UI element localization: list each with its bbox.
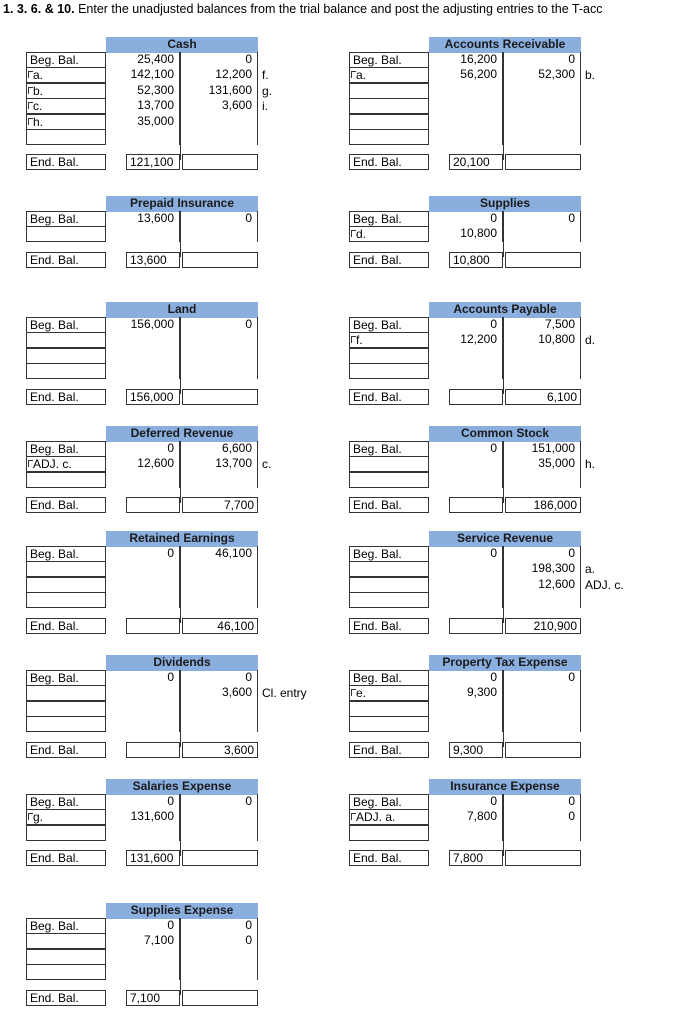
end-balance-debit[interactable]: 9,300 [449,742,503,758]
posting-label-field[interactable] [26,348,106,364]
credit-amount-field[interactable] [505,348,581,364]
debit-amount-field[interactable] [429,592,503,608]
debit-amount-field[interactable] [429,98,503,114]
debit-amount-field[interactable]: 0 [429,211,503,227]
credit-reference: b. [585,68,596,83]
posting-label-field[interactable]: Beg. Bal. [26,670,106,686]
posting-label-field[interactable]: ADJ. a. [349,809,429,825]
credit-amount-field[interactable] [182,472,258,488]
posting-label-field[interactable] [26,949,106,965]
end-balance-credit[interactable] [505,154,581,170]
posting-label-field[interactable] [349,592,429,608]
credit-amount-field[interactable]: 0 [182,794,258,810]
end-balance-label: End. Bal. [26,990,106,1006]
dropdown-tick-icon [28,102,33,109]
credit-amount-field[interactable] [182,809,258,825]
debit-amount-field[interactable] [429,561,503,577]
debit-amount-field[interactable] [106,825,180,841]
posting-label-field[interactable]: Beg. Bal. [26,317,106,333]
credit-amount-field[interactable]: 12,600 [505,577,581,593]
credit-amount-field[interactable] [505,701,581,717]
credit-amount-field[interactable]: 131,600 [182,83,258,99]
credit-amount-field[interactable]: 0 [182,52,258,68]
credit-amount-field[interactable] [182,226,258,242]
end-balance-credit[interactable]: 46,100 [182,618,258,634]
credit-amount-field[interactable]: 0 [505,211,581,227]
posting-label-field[interactable] [349,348,429,364]
dropdown-tick-icon [28,813,33,820]
end-balance-label: End. Bal. [349,389,429,405]
end-balance-credit[interactable] [182,389,258,405]
debit-amount-field[interactable] [106,685,180,701]
credit-amount-field[interactable] [505,363,581,379]
common-stock-title: Common Stock [429,426,581,442]
end-balance-debit[interactable]: 131,600 [126,850,180,866]
credit-reference: f. [262,68,269,83]
debit-amount-field[interactable]: 0 [429,317,503,333]
credit-amount-field[interactable] [505,592,581,608]
dropdown-tick-icon [28,87,33,94]
end-balance-label: End. Bal. [349,618,429,634]
end-balance-label: End. Bal. [26,389,106,405]
credit-amount-field[interactable]: 3,600 [182,685,258,701]
posting-label-field[interactable] [349,561,429,577]
debit-amount-field[interactable]: 0 [429,546,503,562]
credit-amount-field[interactable]: 35,000 [505,456,581,472]
end-balance-label: End. Bal. [26,850,106,866]
posting-label-field[interactable]: c. [26,98,106,114]
credit-amount-field[interactable] [182,114,258,130]
posting-label-field[interactable]: f. [349,332,429,348]
end-balance-debit[interactable]: 10,800 [449,252,503,268]
credit-amount-field[interactable]: 13,700 [182,456,258,472]
debit-amount-field[interactable] [106,363,180,379]
credit-amount-field[interactable] [505,98,581,114]
dropdown-tick-icon [28,118,33,125]
end-balance-debit[interactable]: 13,600 [126,252,180,268]
credit-amount-field[interactable]: 151,000 [505,441,581,457]
credit-amount-field[interactable] [182,129,258,145]
credit-amount-field[interactable] [505,685,581,701]
debit-amount-field[interactable] [429,825,503,841]
posting-label-field[interactable] [349,701,429,717]
posting-label-field[interactable]: Beg. Bal. [26,918,106,934]
credit-amount-field[interactable]: 0 [182,933,258,949]
posting-label-field[interactable] [26,332,106,348]
debit-amount-field[interactable]: 0 [429,794,503,810]
deferred-revenue-t-divider [180,441,181,503]
common-stock-t-divider [503,441,504,503]
dividends-title: Dividends [106,655,258,671]
credit-amount-field[interactable] [182,561,258,577]
posting-label-field[interactable]: Beg. Bal. [26,546,106,562]
debit-amount-field[interactable] [106,332,180,348]
credit-amount-field[interactable] [505,825,581,841]
posting-label-field[interactable] [349,83,429,99]
end-balance-label: End. Bal. [26,252,106,268]
debit-amount-field[interactable]: 16,200 [429,52,503,68]
credit-amount-field[interactable] [182,949,258,965]
credit-amount-field[interactable]: 0 [182,211,258,227]
posting-label-field[interactable] [349,716,429,732]
debit-amount-field[interactable] [106,226,180,242]
end-balance-credit[interactable] [182,252,258,268]
end-balance-debit[interactable]: 7,800 [449,850,503,866]
debit-amount-field[interactable]: 13,600 [106,211,180,227]
posting-label-field[interactable]: Beg. Bal. [349,211,429,227]
debit-amount-field[interactable] [429,114,503,130]
service-revenue-t-divider [503,546,504,623]
debit-amount-field[interactable] [106,701,180,717]
credit-reference: g. [262,83,273,98]
posting-label-field[interactable] [349,114,429,130]
debit-amount-field[interactable]: 0 [106,546,180,562]
dropdown-tick-icon [351,71,356,78]
end-balance-label: End. Bal. [349,497,429,513]
end-balance-label: End. Bal. [349,252,429,268]
credit-amount-field[interactable] [182,592,258,608]
credit-reference: h. [585,457,596,472]
property-tax-expense-title: Property Tax Expense [429,655,581,671]
credit-amount-field[interactable]: 12,200 [182,67,258,83]
end-balance-label: End. Bal. [349,850,429,866]
debit-amount-field[interactable] [429,129,503,145]
posting-label-field[interactable]: Beg. Bal. [26,52,106,68]
posting-label-field[interactable]: Beg. Bal. [349,794,429,810]
debit-amount-field[interactable]: 52,300 [106,83,180,99]
posting-label-field[interactable]: Beg. Bal. [349,317,429,333]
debit-amount-field[interactable] [429,716,503,732]
accounts-payable-t-divider [503,317,504,394]
debit-amount-field[interactable]: 156,000 [106,317,180,333]
end-balance-credit[interactable] [505,742,581,758]
credit-amount-field[interactable] [505,129,581,145]
debit-amount-field[interactable] [106,592,180,608]
land-title: Land [106,302,258,318]
deferred-revenue-title: Deferred Revenue [106,426,258,442]
end-balance-debit[interactable] [449,389,503,405]
credit-amount-field[interactable]: 7,500 [505,317,581,333]
end-balance-credit[interactable]: 6,100 [505,389,581,405]
credit-amount-field[interactable] [182,363,258,379]
debit-amount-field[interactable] [429,472,503,488]
credit-amount-field[interactable]: 198,300 [505,561,581,577]
debit-amount-field[interactable] [106,964,180,980]
posting-label-field[interactable]: a. [26,67,106,83]
debit-amount-field[interactable]: 12,600 [106,456,180,472]
posting-label-field[interactable]: b. [26,83,106,99]
credit-reference: ADJ. c. [585,577,624,592]
debit-amount-field[interactable] [429,348,503,364]
end-balance-debit[interactable] [126,742,180,758]
debit-amount-field[interactable]: 56,200 [429,67,503,83]
end-balance-debit[interactable] [126,618,180,634]
credit-amount-field[interactable] [182,716,258,732]
debit-amount-field[interactable]: 10,800 [429,226,503,242]
credit-amount-field[interactable] [182,701,258,717]
debit-amount-field[interactable] [106,949,180,965]
end-balance-label: End. Bal. [349,154,429,170]
posting-label-field[interactable]: Beg. Bal. [349,52,429,68]
posting-label-field[interactable]: Beg. Bal. [26,441,106,457]
credit-reference: a. [585,562,596,577]
end-balance-debit[interactable]: 121,100 [126,154,180,170]
credit-amount-field[interactable] [505,114,581,130]
insurance-expense-title: Insurance Expense [429,779,581,795]
dropdown-tick-icon [351,336,356,343]
supplies-title: Supplies [429,196,581,212]
credit-amount-field[interactable]: 6,600 [182,441,258,457]
end-balance-label: End. Bal. [349,742,429,758]
credit-amount-field[interactable] [182,964,258,980]
debit-amount-field[interactable] [106,348,180,364]
property-tax-expense-t-divider [503,670,504,747]
credit-amount-field[interactable]: 0 [505,546,581,562]
debit-amount-field[interactable]: 12,200 [429,332,503,348]
posting-label-field[interactable]: e. [349,685,429,701]
credit-reference: Cl. entry [262,686,307,701]
credit-reference: c. [262,457,272,472]
debit-amount-field[interactable]: 35,000 [106,114,180,130]
credit-amount-field[interactable]: 0 [505,809,581,825]
debit-amount-field[interactable]: 142,100 [106,67,180,83]
debit-amount-field[interactable]: 0 [429,670,503,686]
posting-label-field[interactable]: h. [26,114,106,130]
end-balance-credit[interactable]: 3,600 [182,742,258,758]
prepaid-insurance-title: Prepaid Insurance [106,196,258,212]
end-balance-label: End. Bal. [26,154,106,170]
end-balance-credit[interactable]: 7,700 [182,497,258,513]
debit-amount-field[interactable]: 131,600 [106,809,180,825]
insurance-expense-t-divider [503,794,504,856]
debit-amount-field[interactable] [429,701,503,717]
credit-reference: i. [262,99,268,114]
posting-label-field[interactable]: g. [26,809,106,825]
posting-label-field[interactable]: Beg. Bal. [26,794,106,810]
supplies-t-divider [503,211,504,257]
land-t-divider [180,317,181,394]
credit-amount-field[interactable]: 0 [505,794,581,810]
end-balance-credit[interactable] [182,850,258,866]
cash-title: Cash [106,37,258,53]
instruction-text: Enter the unadjusted balances from the trial balance and post the adjusting entries to the T-acc [78,2,603,16]
debit-amount-field[interactable] [106,472,180,488]
salaries-expense-t-divider [180,794,181,856]
end-balance-debit[interactable]: 7,100 [126,990,180,1006]
prepaid-insurance-t-divider [180,211,181,257]
credit-reference: d. [585,333,596,348]
end-balance-credit[interactable] [505,850,581,866]
accounts-receivable-title: Accounts Receivable [429,37,581,53]
debit-amount-field[interactable] [106,716,180,732]
salaries-expense-title: Salaries Expense [106,779,258,795]
posting-label-field[interactable]: Beg. Bal. [349,441,429,457]
posting-label-field[interactable]: ADJ. c. [26,456,106,472]
debit-amount-field[interactable]: 25,400 [106,52,180,68]
credit-amount-field[interactable] [505,472,581,488]
credit-amount-field[interactable] [182,348,258,364]
debit-amount-field[interactable] [106,577,180,593]
accounts-payable-title: Accounts Payable [429,302,581,318]
credit-amount-field[interactable] [505,83,581,99]
end-balance-credit[interactable]: 210,900 [505,618,581,634]
posting-label-field[interactable] [26,964,106,980]
debit-amount-field[interactable] [429,577,503,593]
end-balance-debit[interactable] [449,497,503,513]
credit-amount-field[interactable] [182,825,258,841]
posting-label-field[interactable] [26,701,106,717]
posting-label-field[interactable] [349,98,429,114]
credit-amount-field[interactable]: 0 [182,670,258,686]
dropdown-tick-icon [351,813,356,820]
dropdown-tick-icon [28,460,33,467]
dropdown-tick-icon [351,689,356,696]
posting-label-field[interactable] [26,472,106,488]
credit-amount-field[interactable]: 3,600 [182,98,258,114]
posting-label-field[interactable] [26,716,106,732]
posting-label-field[interactable] [349,456,429,472]
posting-label-field[interactable] [26,226,106,242]
end-balance-debit[interactable] [449,618,503,634]
end-balance-credit[interactable] [182,154,258,170]
posting-label-field[interactable] [26,363,106,379]
posting-label-field[interactable] [26,561,106,577]
debit-amount-field[interactable]: 13,700 [106,98,180,114]
retained-earnings-title: Retained Earnings [106,531,258,547]
end-balance-debit[interactable] [126,497,180,513]
accounts-receivable-t-divider [503,52,504,160]
posting-label-field[interactable] [26,825,106,841]
posting-label-field[interactable]: a. [349,67,429,83]
posting-label-field[interactable] [349,129,429,145]
posting-label-field[interactable] [26,685,106,701]
credit-amount-field[interactable]: 0 [505,52,581,68]
posting-label-field[interactable] [349,363,429,379]
dividends-t-divider [180,670,181,747]
credit-amount-field[interactable] [182,332,258,348]
debit-amount-field[interactable]: 0 [106,918,180,934]
posting-label-field[interactable] [349,825,429,841]
posting-label-field[interactable] [26,592,106,608]
debit-amount-field[interactable]: 0 [106,794,180,810]
debit-amount-field[interactable]: 7,100 [106,933,180,949]
cash-t-divider [180,52,181,160]
debit-amount-field[interactable] [429,456,503,472]
credit-amount-field[interactable]: 0 [182,317,258,333]
posting-label-field[interactable] [26,129,106,145]
posting-label-field[interactable]: Beg. Bal. [349,670,429,686]
debit-amount-field[interactable] [429,363,503,379]
end-balance-label: End. Bal. [26,497,106,513]
debit-amount-field[interactable]: 0 [106,441,180,457]
end-balance-credit[interactable] [505,252,581,268]
question-number: 1. 3. 6. & 10. [3,2,75,16]
instructions-header [3,2,602,16]
supplies-expense-t-divider [180,918,181,995]
posting-label-field[interactable]: Beg. Bal. [349,546,429,562]
credit-amount-field[interactable] [505,716,581,732]
posting-label-field[interactable] [26,577,106,593]
posting-label-field[interactable]: Beg. Bal. [26,211,106,227]
end-balance-label: End. Bal. [26,742,106,758]
credit-amount-field[interactable] [182,577,258,593]
debit-amount-field[interactable] [106,561,180,577]
end-balance-debit[interactable]: 156,000 [126,389,180,405]
end-balance-credit[interactable]: 186,000 [505,497,581,513]
posting-label-field[interactable] [349,472,429,488]
debit-amount-field[interactable] [106,129,180,145]
dropdown-tick-icon [351,230,356,237]
debit-amount-field[interactable]: 0 [429,441,503,457]
credit-amount-field[interactable]: 10,800 [505,332,581,348]
debit-amount-field[interactable]: 0 [106,670,180,686]
posting-label-field[interactable] [349,577,429,593]
debit-amount-field[interactable]: 9,300 [429,685,503,701]
retained-earnings-t-divider [180,546,181,623]
credit-amount-field[interactable]: 0 [505,670,581,686]
dropdown-tick-icon [28,71,33,78]
debit-amount-field[interactable] [429,83,503,99]
end-balance-credit[interactable] [182,990,258,1006]
posting-label-field[interactable]: d. [349,226,429,242]
end-balance-label: End. Bal. [26,618,106,634]
supplies-expense-title: Supplies Expense [106,903,258,919]
credit-amount-field[interactable]: 46,100 [182,546,258,562]
end-balance-debit[interactable]: 20,100 [449,154,503,170]
posting-label-field[interactable] [26,933,106,949]
credit-amount-field[interactable] [505,226,581,242]
credit-amount-field[interactable]: 52,300 [505,67,581,83]
service-revenue-title: Service Revenue [429,531,581,547]
debit-amount-field[interactable]: 7,800 [429,809,503,825]
credit-amount-field[interactable]: 0 [182,918,258,934]
